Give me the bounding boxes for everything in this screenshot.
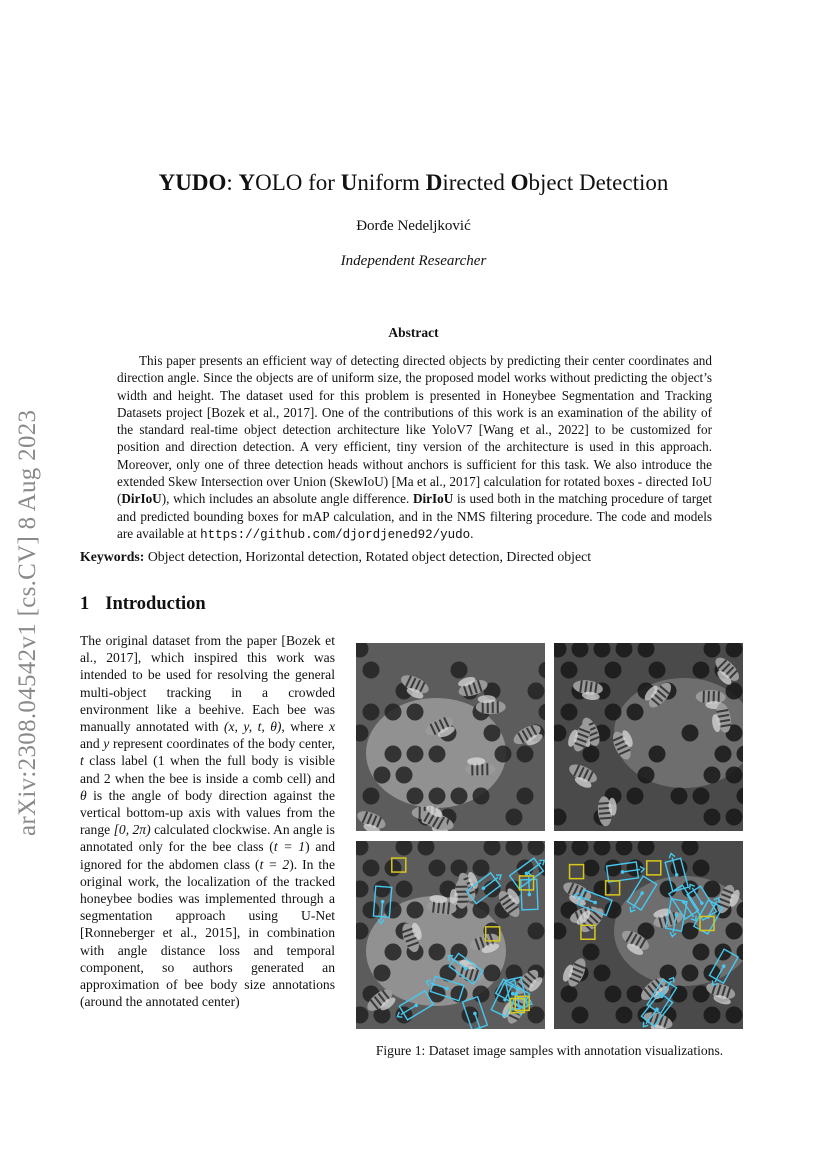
figure-1 [356,643,743,1033]
paper-title: YUDO: YOLO for Uniform Directed Object Detection [158,170,669,195]
sample-image-top-right [554,643,743,831]
sample-image-bottom-right [554,841,743,1029]
sample-image-bottom-left [356,841,545,1029]
author-name: Đorđe Nedeljković [356,218,471,234]
honeycomb-image [554,643,743,831]
author-affiliation: Independent Researcher [340,253,487,269]
keywords: Keywords: Object detection, Horizontal detection, Rotated object detection, Directed object [80,549,592,564]
abstract-heading: Abstract [388,325,439,340]
abstract-body: This paper presents an efficient way of detecting directed objects by predicting their center coordinates and direction angle. Since the objects are of uniform size, the proposed model works without predicting the object’s width and height. The dataset used for this problem is presented in Honeybee Segmentation and Tracking Datasets project [Bozek et al., 2017]. One of the contributions of this work is an examination of the ability of the standard real-time object detection architecture like YoloV7 [Wang et al., 2022] to be customized for position and direction detection. A very efficient, tiny version of the architecture is used in this approach. Moreover, only one of three detection heads without anchors is sufficient for this task. We also introduce the extended Skew Intersection over Union (SkewIoU) [Ma et al., 2017] calculation for rotated boxes - directed IoU (DirIoU), which includes an absolute angle difference. DirIoU is used both in the matching procedure of target and predicted bounding boxes for mAP calculation, and in the NMS filtering procedure. The code and models are available at https://github.com/djordjened92/yudo. [117,353,712,542]
figure-caption: Figure 1: Dataset image samples with annotation visualizations. [375,1043,724,1058]
introduction-text: The original dataset from the paper [Bozek et al., 2017], which inspired this work was intended to be used for resolving the general multi-object tracking in a crowded environment like a beehive. Each bee was manually annotated with (x, y, t, θ), where x and y represent coordinates of the body center, t class label (1 when the full body is visible and 2 when the bee is inside a comb cell) and θ is the angle of body direction against the vertical bottom-up axis with values from the range [0, 2π) calculated clockwise. An angle is annotated only for the bee class (t = 1) and ignored for the abdomen class (t = 2). In the original work, the localization of the tracked honeybee bodies was implemented through a segmentation approach using U-Net [Ronneberger et al., 2015], in combination with angle distance loss and temporal component, so authors generated an approximation of bee body size annotations (around the annotated center) [80,633,336,1010]
section-heading-introduction: 1 Introduction [80,594,206,614]
code-link[interactable]: https://github.com/djordjened92/yudo [200,527,471,542]
honeycomb-annotated-image [356,841,545,1029]
honeycomb-annotated-image [554,841,743,1029]
arxiv-identifier: arXiv:2308.04542v1 [cs.CV] 8 Aug 2023 [14,409,41,836]
honeycomb-image [356,643,545,831]
sample-image-top-left [356,643,545,831]
